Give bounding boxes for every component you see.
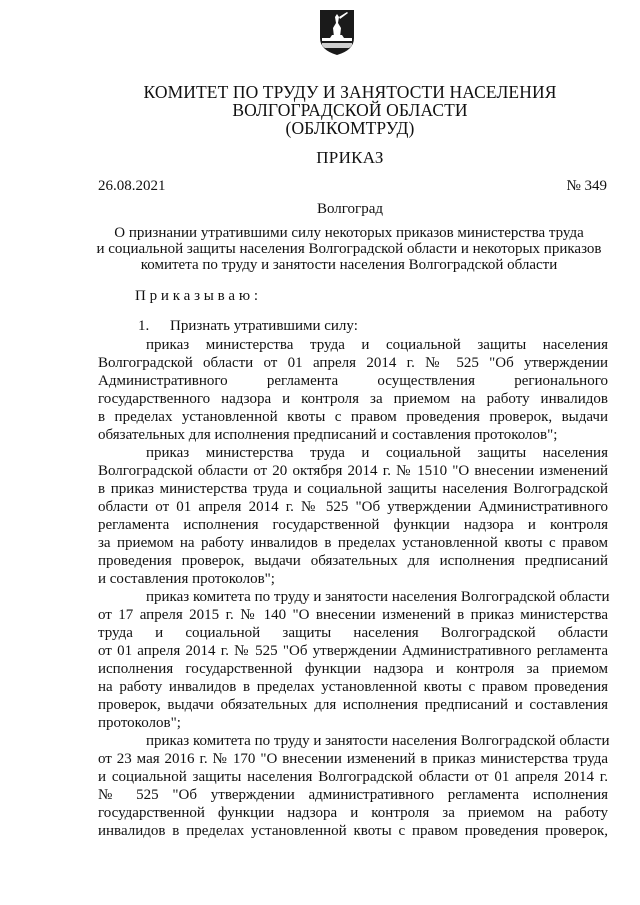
body-line: приказ министерства труда и социальной защиты населения [146, 337, 608, 353]
body-line: государственной функции надзора и контроля за приемом на работу [98, 805, 608, 821]
body-line: протоколов"; [98, 715, 181, 731]
body-line: проверок, выдачи обязательных для исполнения предписаний и составления [98, 697, 608, 713]
body-line: на работу инвалидов в пределах установленной квоты с правом проведения [98, 679, 608, 695]
body-line: регламента исполнения государственной функции надзора и контроля [98, 517, 608, 533]
item-number: 1. [138, 318, 150, 334]
body-line: и составления протоколов"; [98, 571, 275, 587]
body-line: инвалидов в пределах установленной квоты с правом проведения проверок, [98, 823, 608, 839]
body-line: проведения проверок, выдачи обязательных для исполнения предписаний [98, 553, 608, 569]
body-line: приказ министерства труда и социальной защиты населения [146, 445, 608, 461]
document-type-title: ПРИКАЗ [316, 148, 384, 167]
body-line: в пределах установленной квоты с правом проведения проверок, выдачи [98, 409, 608, 425]
body-line: Административного регламента осуществления регионального [98, 373, 608, 389]
body-line: и социальной защиты населения Волгоградской области от 01 апреля 2014 г. [98, 769, 608, 785]
body-line: государственного надзора и контроля за приемом на работу инвалидов [98, 391, 608, 407]
body-line: труда и социальной защиты населения Волгоградской области [98, 625, 608, 641]
coat-of-arms-emblem [317, 8, 357, 56]
subject-line: и социальной защиты населения Волгоградской области и некоторых приказов [96, 241, 602, 257]
decree-word: Приказываю: [135, 288, 262, 304]
body-line: обязательных для исполнения предписаний и составления протоколов"; [98, 427, 558, 443]
body-line: за приемом на работу инвалидов в пределах установленной квоты с правом [98, 535, 608, 551]
item-text: Признать утратившими силу: [170, 318, 358, 334]
organization-name-line-1: КОМИТЕТ ПО ТРУДУ И ЗАНЯТОСТИ НАСЕЛЕНИЯ [143, 82, 557, 102]
document-number: № 349 [566, 178, 607, 194]
body-line: Волгоградской области от 20 октября 2014 г. № 1510 "О внесении изменений [98, 463, 608, 479]
document-city: Волгоград [316, 201, 383, 217]
body-line: области от 01 апреля 2014 г. № 525 "Об утверждении Административного [98, 499, 608, 515]
body-line: приказ комитета по труду и занятости населения Волгоградской области [146, 733, 610, 749]
organization-short-name: (ОБЛКОМТРУД) [285, 118, 415, 138]
body-line: исполнения государственной функции надзора и контроля за приемом [98, 661, 608, 677]
document-subject [96, 225, 602, 273]
subject-line: О признании утратившими силу некоторых приказов министерства труда [114, 225, 584, 241]
body-line: Волгоградской области от 01 апреля 2014 г. № 525 "Об утверждении [98, 355, 608, 371]
document-date: 26.08.2021 [98, 178, 166, 194]
body-line: в приказ министерства труда и социальной защиты населения Волгоградской [98, 481, 608, 497]
body-line: от 17 апреля 2015 г. № 140 "О внесении изменений в приказ министерства [98, 607, 608, 623]
body-line: приказ комитета по труду и занятости населения Волгоградской области [146, 589, 610, 605]
subject-line: комитета по труду и занятости населения Волгоградской области [140, 257, 558, 273]
body-line: № 525 "Об утверждении административного регламента исполнения [98, 787, 608, 803]
organization-name-line-2: ВОЛГОГРАДСКОЙ ОБЛАСТИ [232, 100, 468, 120]
body-line: от 23 мая 2016 г. № 170 "О внесении изменений в приказ министерства труда [98, 751, 608, 767]
body-line: от 01 апреля 2014 г. № 525 "Об утверждении Административного регламента [98, 643, 608, 659]
